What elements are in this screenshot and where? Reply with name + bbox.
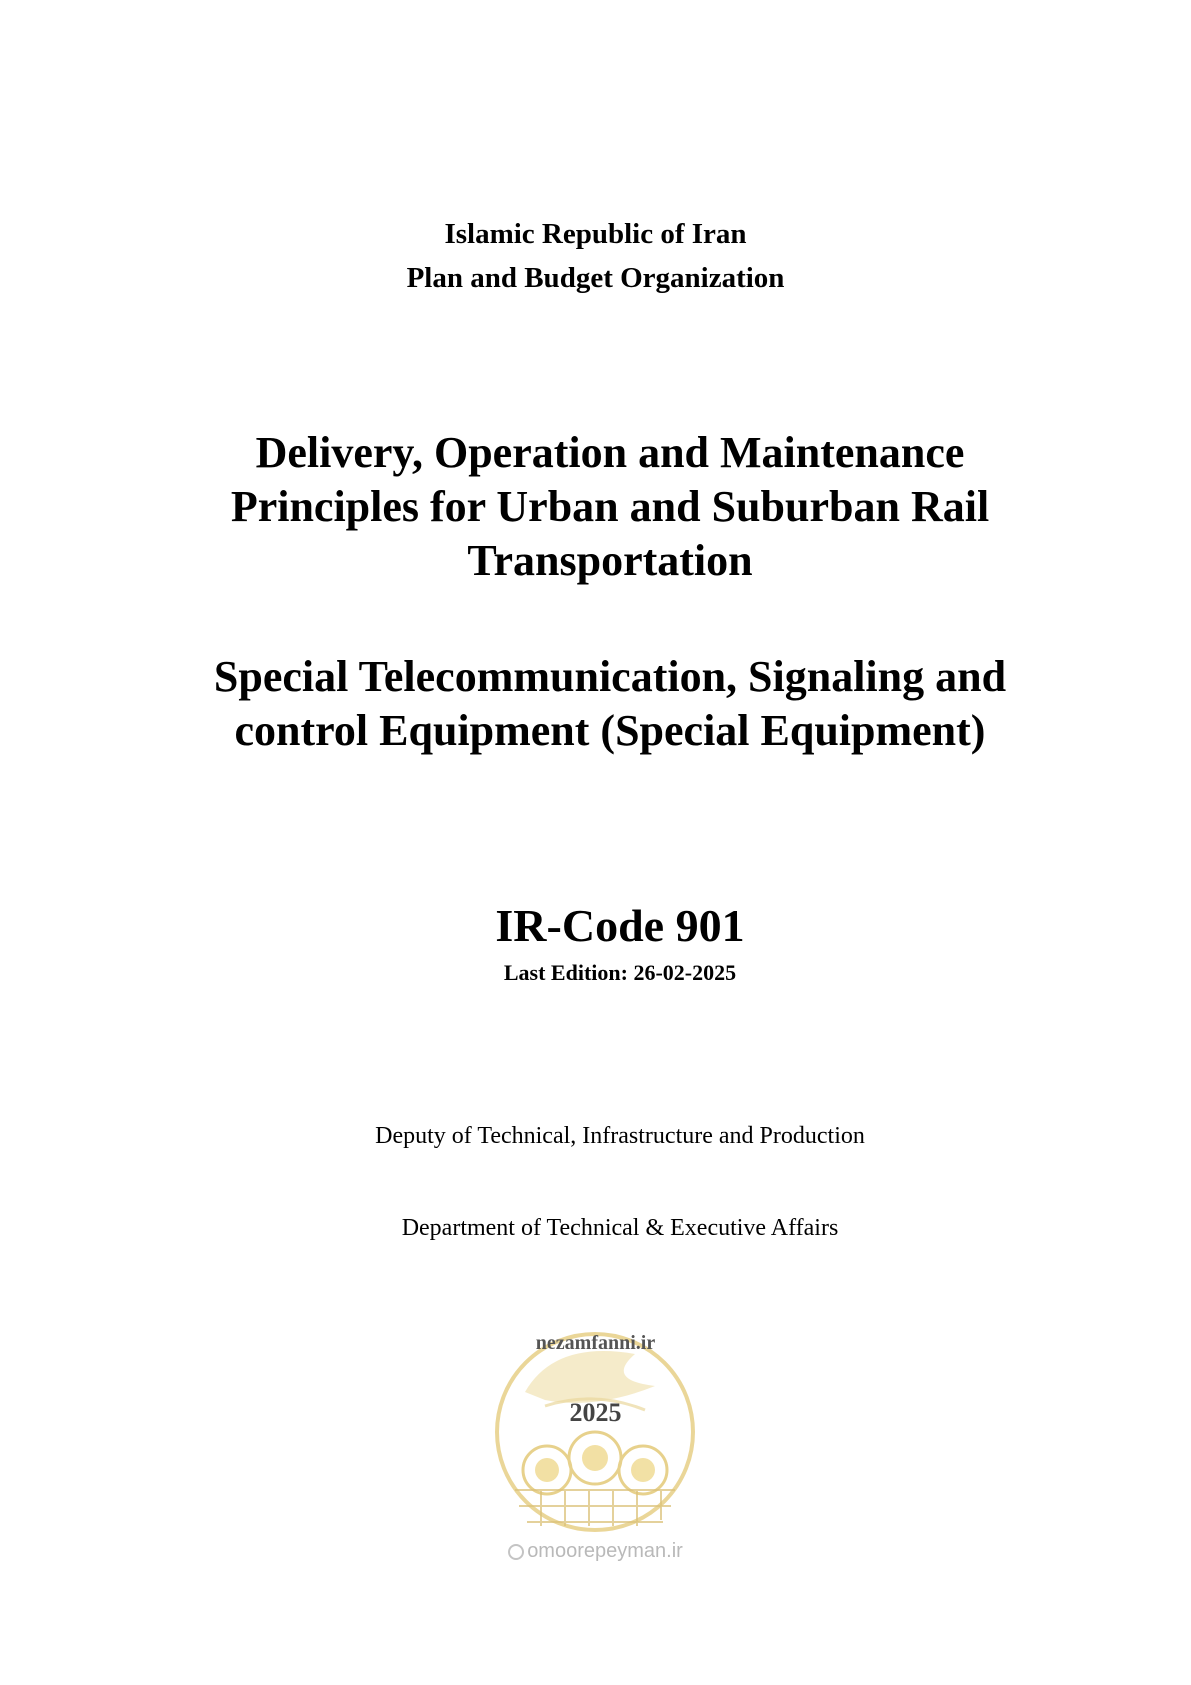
globe-icon [508,1544,524,1560]
watermark-handle [0,1540,1191,1563]
title-line: Delivery, Operation and Maintenance [255,428,965,477]
country-name: Islamic Republic of Iran [444,218,747,250]
organization-name: Plan and Budget Organization [406,262,785,294]
watermark-site: nezamfanni.ir [535,1332,656,1354]
watermark-handle-text: omoorepeyman.ir [527,1540,683,1562]
title-line: Principles for Urban and Suburban Rail [230,482,990,531]
subtitle-line: control Equipment (Special Equipment) [234,706,986,755]
title-line: Transportation [467,536,753,585]
watermark-seal-icon [485,1320,705,1560]
issuer-block [0,212,1191,300]
subtitle-line: Special Telecommunication, Signaling and [213,652,1007,701]
code-label: IR-Code 901 [495,900,745,951]
document-subtitle [130,650,1090,758]
deputy-name: Deputy of Technical, Infrastructure and Production [375,1123,865,1149]
watermark-year: 2025 [569,1398,622,1427]
edition-date: Last Edition: 26-02-2025 [503,960,737,985]
document-title [130,426,1090,588]
department-name: Department of Technical & Executive Affairs [401,1215,839,1241]
